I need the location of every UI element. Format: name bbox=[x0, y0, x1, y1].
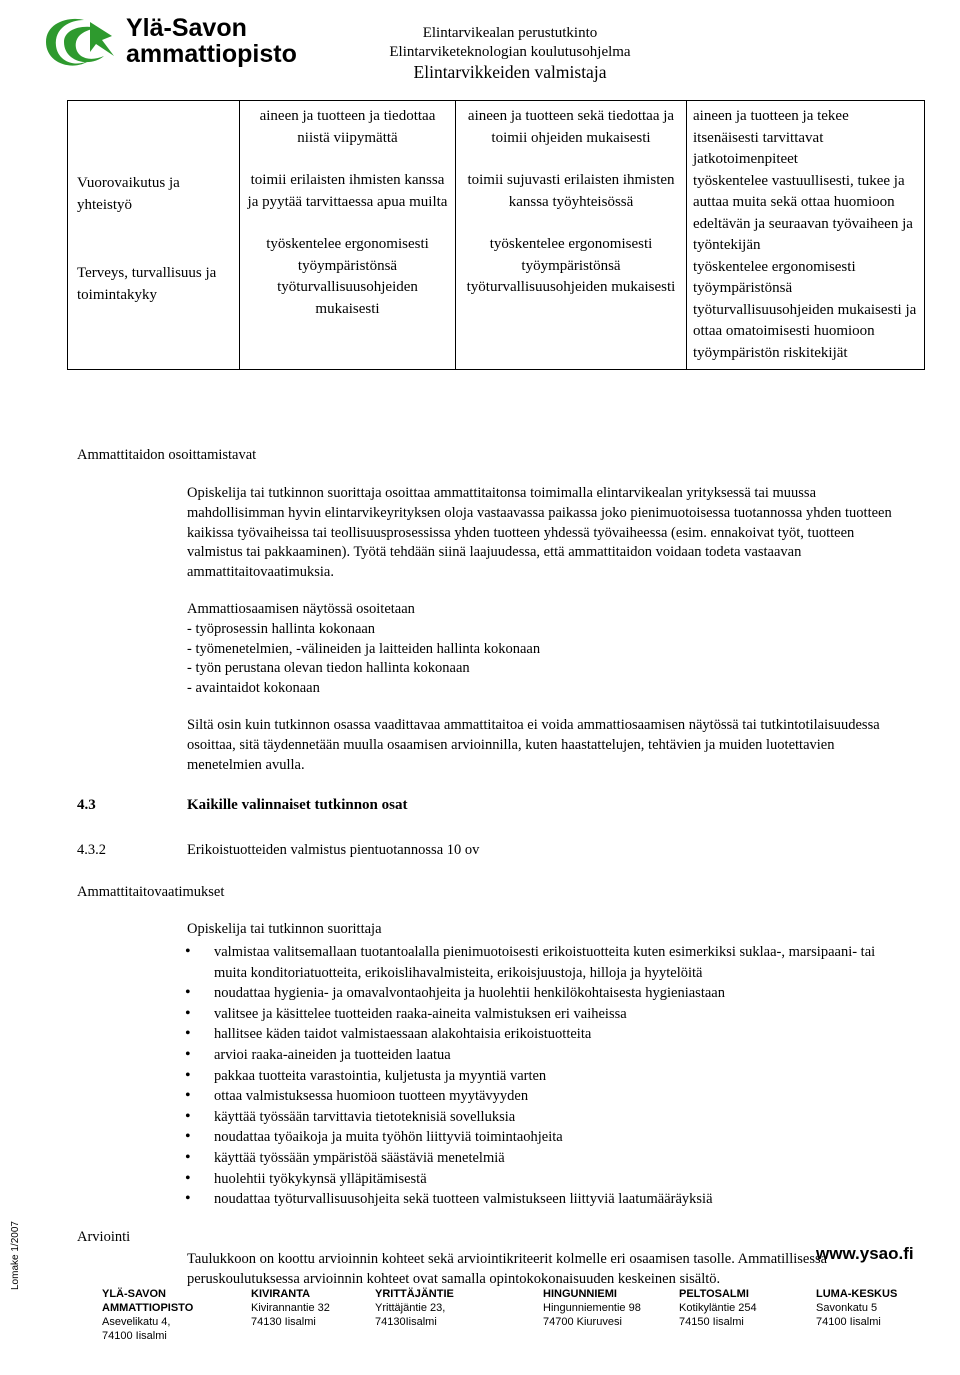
header-qualification: Elintarvikkeiden valmistaja bbox=[413, 62, 607, 82]
logo-text-line2: ammattiopisto bbox=[126, 40, 297, 68]
list-item: • noudattaa työaikoja ja muita työhön liittyviä toimintaohjeita bbox=[185, 1127, 909, 1148]
assessment-heading: Arviointi bbox=[77, 1229, 131, 1245]
demonstration-list bbox=[187, 600, 909, 699]
footer-unit: PELTOSALMI Kotikyläntie 254 74150 Iisalmi bbox=[679, 1288, 757, 1328]
list-item: - työmenetelmien, -välineiden ja laitteiden hallinta kokonaan bbox=[187, 640, 541, 657]
list-intro: Ammattiosaamisen näytössä osoitetaan bbox=[187, 601, 415, 617]
row-label: Vuorovaikutus ja yhteistyö Terveys, turvallisuus ja toimintakyky bbox=[68, 101, 240, 370]
list-item: - avaintaidot kokonaan bbox=[187, 680, 320, 697]
subsection-number: 4.3.2 bbox=[77, 842, 106, 858]
website-link[interactable]: www.ysao.fi bbox=[816, 1244, 914, 1263]
logo-mark-icon bbox=[40, 12, 120, 72]
requirements-list bbox=[185, 942, 909, 1210]
footer-unit: LUMA-KESKUS Savonkatu 5 74100 Iisalmi bbox=[816, 1288, 898, 1328]
list-item: • noudattaa työturvallisuusohjeita sekä tuotteen valmistukseen liittyviä laatumääräyksiä bbox=[185, 1189, 909, 1210]
footer-unit: YRITTÄJÄNTIE Yrittäjäntie 23, 74130Iisalmi bbox=[375, 1288, 454, 1328]
table-row bbox=[68, 101, 925, 370]
table-cell: aineen ja tuotteen sekä tiedottaa ja toimii ohjeiden mukaisesti toimii sujuvasti erilaisten ihmisten kanssa työyhteisössä työskentelee ergonomisesti työympäristönsä työturvallisuusohjeiden mukaisesti bbox=[456, 101, 687, 370]
list-item: • hallitsee käden taidot valmistaessaan alakohtaisia erikoistuotteita bbox=[185, 1024, 909, 1045]
section-number: 4.3 bbox=[77, 797, 96, 813]
list-item: - työn perustana olevan tiedon hallinta kokonaan bbox=[187, 660, 470, 677]
list-item: • valmistaa valitsemallaan tuotantoalalla pienimuotoisesti erikoistuotteita kuten esimerkiksi suklaa-, marsipaani- tai muita konditoriatuotteita, erikoislihavalmisteita, erikoisjuustoja, hilloja ja hyytelöitä bbox=[185, 942, 909, 983]
assessment-text: Taulukkoon on koottu arvioinnin kohteet sekä arviointikriteerit kolmelle eri osaamisen tasolle. Ammatillisessa peruskoulutuksessa arvioinnin kohteet ovat samalla opintokokonaisuuden keskeinen sisältö. bbox=[187, 1251, 828, 1287]
header-degree: Elintarvikealan perustutkinto bbox=[422, 25, 598, 41]
supplementary-paragraph: Siltä osin kuin tutkinnon osassa vaadittavaa ammattitaitoa ei voida ammattiosaamisen näytössä tai tutkintotilaisuudessa osoittaa, sitä täydennetään muulla osaamisen arvioinnilla, kuten haastattelujen, tehtävien ja muiden luotettavien menetelmien avulla. bbox=[187, 717, 880, 773]
form-code: Lomake 1/2007 bbox=[10, 1221, 21, 1290]
demonstration-paragraph: Opiskelija tai tutkinnon suorittaja osoittaa ammattitaitonsa toimimalla elintarvikealan yrityksessä tai muussa mahdollisimman hyvin elintarvikeyrityksen oloja vastaavassa paikassa joko pienimuotoisessa tuotannossa yhden tuotteen kaikissa työvaiheissa tai teollisuusprosessissa yhden tuotteen yhdessä työvaiheessa (esim. ennakoivat työt, tuotteen valmistus tai pakkaaminen). Työtä tehdään siinä laajuudessa, että ammattitaidon voidaan todeta vastaavan ammattitaitovaatimuksia. bbox=[187, 485, 892, 581]
footer-unit: KIVIRANTA Kivirannantie 32 74130 Iisalmi bbox=[251, 1288, 330, 1328]
header-programme: Elintarviketeknologian koulutusohjelma bbox=[389, 44, 631, 60]
list-item: • ottaa valmistuksessa huomioon tuotteen myytävyyden bbox=[185, 1086, 909, 1107]
requirements-intro: Opiskelija tai tutkinnon suorittaja bbox=[187, 921, 382, 937]
list-item: • käyttää työssään tarvittavia tietoteknisiä sovelluksia bbox=[185, 1107, 909, 1128]
list-item: • arvioi raaka-aineiden ja tuotteiden laatua bbox=[185, 1045, 909, 1066]
logo-text-line1: Ylä-Savon bbox=[126, 14, 247, 42]
list-item: • valitsee ja käsittelee tuotteiden raaka-aineita valmistuksen eri vaiheissa bbox=[185, 1004, 909, 1025]
table-cell: aineen ja tuotteen ja tiedottaa niistä viipymättä toimii erilaisten ihmisten kanssa ja pyytää tarvittaessa apua muilta työskentelee ergonomisesti työympäristönsä työturvallisuusohjeiden mukaisesti bbox=[240, 101, 456, 370]
requirements-heading: Ammattitaitovaatimukset bbox=[77, 884, 225, 900]
list-item: • käyttää työssään ympäristöä säästäviä menetelmiä bbox=[185, 1148, 909, 1169]
list-item: - työprosessin hallinta kokonaan bbox=[187, 620, 376, 637]
list-item: • huolehtii työkykynsä ylläpitämisestä bbox=[185, 1169, 909, 1190]
list-item: • noudattaa hygienia- ja omavalvontaohjeita ja huolehtii henkilökohtaisesta hygieniastaan bbox=[185, 983, 909, 1004]
footer-unit: HINGUNNIEMI Hingunniementie 98 74700 Kiuruvesi bbox=[543, 1288, 641, 1328]
assessment-table bbox=[67, 100, 925, 370]
footer-unit: YLÄ-SAVON AMMATTIOPISTO Asevelikatu 4, 74100 Iisalmi bbox=[102, 1288, 194, 1342]
demonstration-heading: Ammattitaidon osoittamistavat bbox=[77, 447, 257, 463]
table-cell: aineen ja tuotteen ja tekee itsenäisesti tarvittavat jatkotoimenpiteet työskentelee vastuullisesti, tukee ja auttaa muita sekä ottaa huomioon edeltävän ja seuraavan työvaiheen ja työntekijän työskentelee ergonomisesti työympäristönsä työturvallisuusohjeiden mukaisesti ja ottaa omatoimisesti huomioon työympäristön riskitekijät bbox=[687, 101, 925, 370]
subsection-title: Erikoistuotteiden valmistus pientuotannossa 10 ov bbox=[187, 842, 480, 858]
section-title: Kaikille valinnaiset tutkinnon osat bbox=[187, 797, 408, 813]
list-item: • pakkaa tuotteita varastointia, kuljetusta ja myyntiä varten bbox=[185, 1066, 909, 1087]
